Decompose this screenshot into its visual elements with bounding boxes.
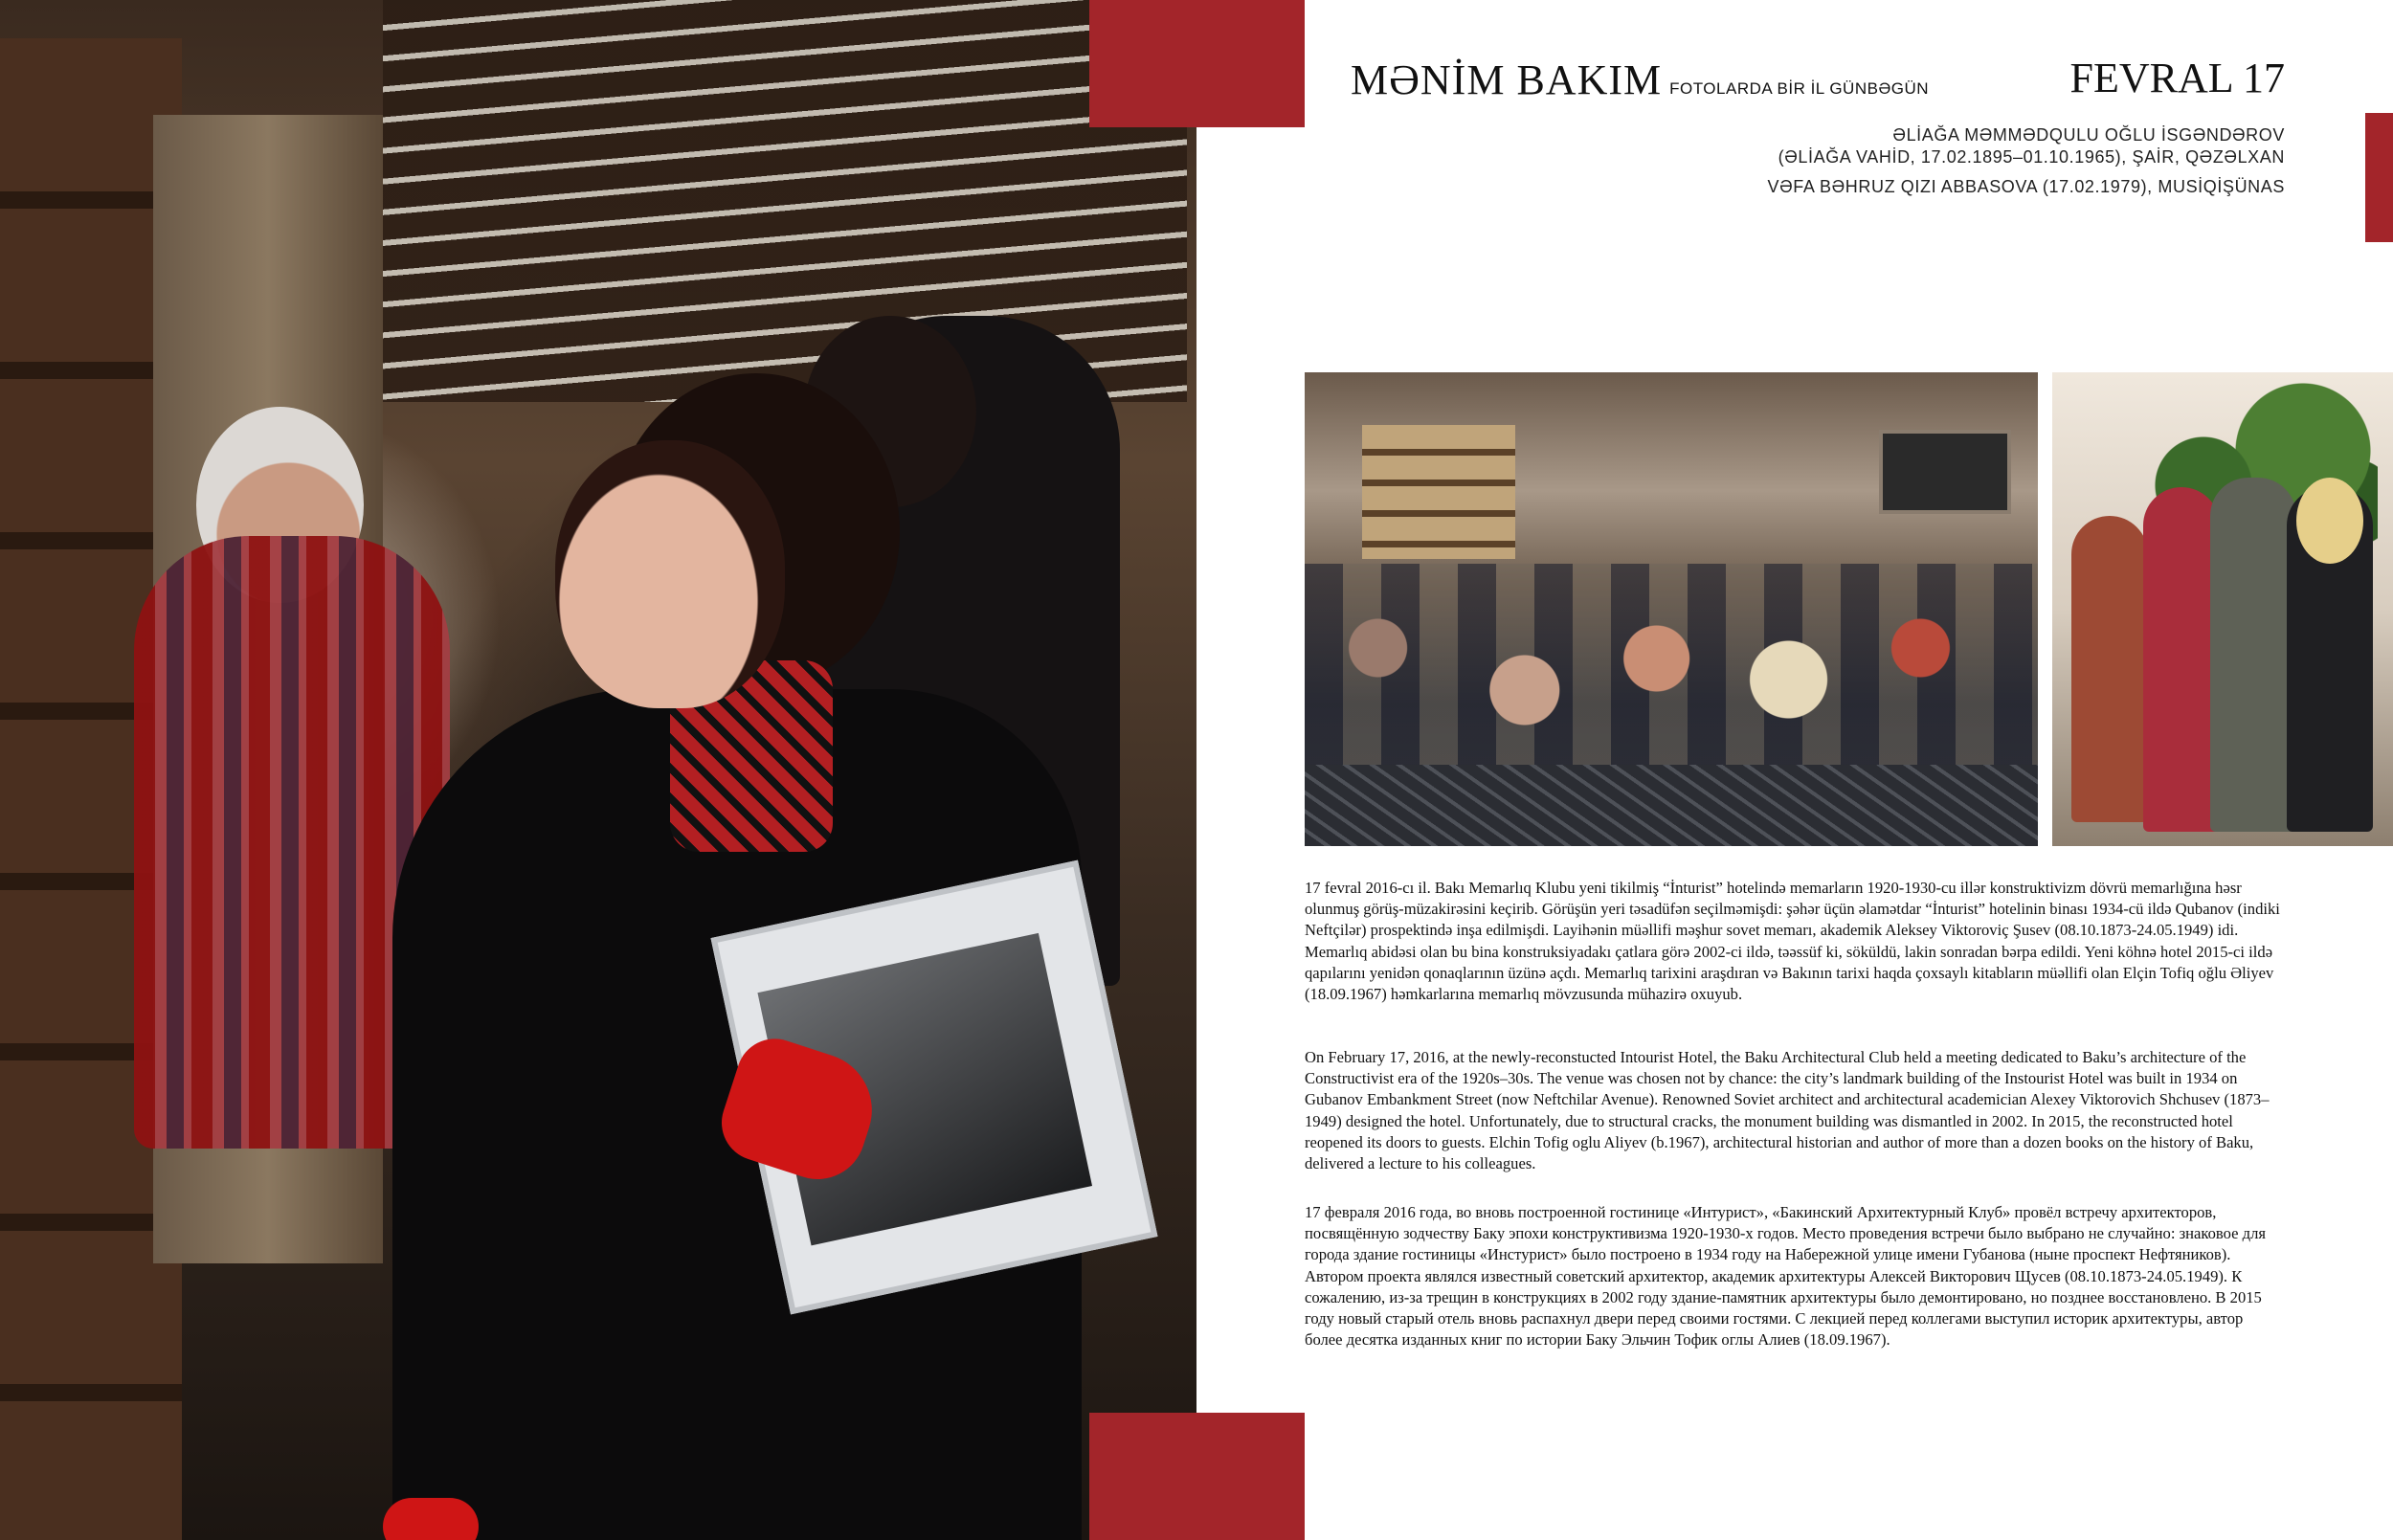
audience-lecture-photo [1305,372,2038,846]
paragraph-russian: 17 февраля 2016 года, во вновь построенной гостинице «Интурист», «Бакинский Архитектурный Клуб» провёл встречу архитекторов, посвящённую зодчеству Баку эпохи конструктивизма 1920-1930-х годов. Место проведения встречи было выбрано не случайно: знаковое для города здание гостиницы «Инстурист» было построено в 1934 году на Набережной улице имени Губанова (ныне проспект Нефтяников). Автором проекта являлся известный советский архитектор, академик архитектуры Алексей Викторович Щусев (08.10.1873-24.05.1949). К сожалению, из-за трещин в конструкциях в 2002 году здание-памятник архитектуры было демонтировано, но позднее восстановлено. В 2015 году новый старый отель вновь распахнул двери перед своими гостями. С лекцией перед коллегами выступил историк архитектуры, автор более десятка изданных книг по истории Баку Эльчин Тофик оглы Алиев (18.09.1967). [1305,1203,2267,1350]
patterned-carpet [1305,765,2038,846]
event-photo-woman-with-magazine [0,0,1196,1540]
red-tab-right [2365,113,2393,242]
red-block-bottom [1089,1413,1305,1540]
bookshelf [1362,425,1515,559]
page-subtitle: FOTOLARDA BİR İL GÜNBƏGÜN [1669,79,1930,98]
person-1-details: (ƏLİAĞA VAHİD, 17.02.1895–01.10.1965), ŞAİR, QƏZƏLXAN [1778,147,2285,167]
person-1-name: ƏLİAĞA MƏMMƏDQULU OĞLU İSGƏNDƏROV [1892,125,2285,145]
date-heading: FEVRAL 17 [2069,55,2285,101]
woman-face [555,440,785,708]
paragraph-english: On February 17, 2016, at the newly-reconstucted Intourist Hotel, the Baku Architectural Club held a meeting dedicated to Baku’s architecture of the Constructivist era of the 1920s–30s. The venue was chosen not by chance: the city’s landmark building of the Instourist Hotel was built in 1934 on Gubanov Embankment Street (now Neftchilar Avenue). Renowned Soviet architect and architectural academician Alexey Viktorovich Shchusev (1873–1949) designed the hotel. Unfortunately, due to structural cracks, the monument building was dismantled in 2002. In 2015, the reconstructed hotel reopened its doors to guests. Elchin Tofig oglu Aliyev (b.1967), architectural historian and author of more than a dozen books on the history of Baku, delivered a lecture to his colleagues. [1305,1048,2270,1173]
page-title [1351,56,1929,104]
person-figure [2071,516,2148,822]
blonde-hair [2296,478,2363,564]
person-figure [2210,478,2296,832]
paragraph-azerbaijani: 17 fevral 2016-cı il. Bakı Memarlıq Klubu yeni tikilmiş “İnturist” hotelində memarların 1920-1930-cu illər konstruktivizm dövrü memarlığına həsr olunmuş görüş-müzakirəsini keçirib. Görüşün yeri təsadüfən seçilməmişdi: şəhər üçün əlamətdar “İnturist” hotelinin binası 1934-cü ildə Qubanov (indiki Neftçilər) prospektində inşa edilmişdi. Layihənin müəllifi məşhur sovet memarı, akademik Aleksey Viktoroviç Şusev (08.10.1873-24.05.1949) idi. Memarlıq abidəsi olan bu bina konstruksiyadakı çatlara görə 2002-ci ildə, təəssüf ki, söküldü, lakin sonradan bərpa edildi. Yeni köhnə hotel 2015-ci ildə qapılarını yenidən qonaqlarının üzünə açdı. Memarlıq tarixini araşdıran və Bakının tarixi haqda çoxsaylı kitabların müəllifi olan Elçin Tofiq oğlu Əliyev (18.09.1967) həmkarlarına memarlıq mövzusunda mühazirə oxuyub. [1305,879,2280,1004]
page-title-text: MƏNİM BAKIM [1351,56,1663,103]
red-glove-lower [383,1498,479,1540]
presentation-screen [1879,430,2011,514]
red-block-top [1089,0,1305,127]
seated-audience [1305,564,2038,774]
person-2-line: VƏFA BƏHRUZ QIZI ABBASOVA (17.02.1979), MUSİQİŞÜNAS [1767,177,2285,196]
group-portrait-photo [2052,372,2393,846]
person-figure [2143,487,2220,832]
